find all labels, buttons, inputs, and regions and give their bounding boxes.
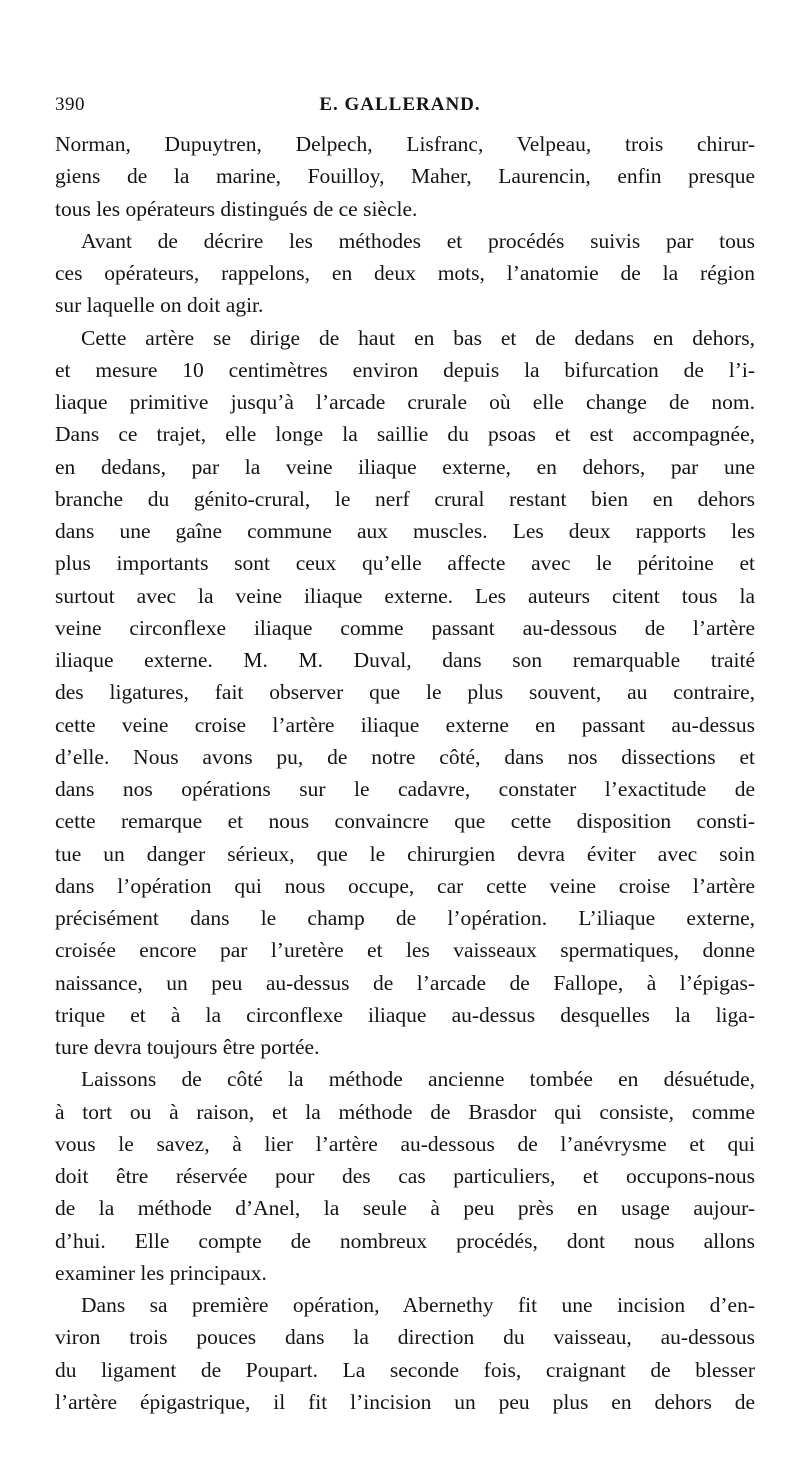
text-line: giens de la marine, Fouilloy, Maher, Laurencin, enfin presque <box>55 164 755 189</box>
text-line: vous le savez, à lier l’artère au-dessous de l’anévrysme et qui <box>55 1131 755 1156</box>
text-line: viron trois pouces dans la direction du vaisseau, au-dessous <box>55 1325 755 1350</box>
body-text <box>55 128 755 1418</box>
text-line: l’artère épigastrique, il fit l’incision un peu plus en dehors de <box>55 1389 755 1414</box>
text-line: trique et à la circonflexe iliaque au-dessus desquelles la liga- <box>55 1002 755 1027</box>
text-line: sur laquelle on doit agir. <box>55 293 264 318</box>
text-line: croisée encore par l’uretère et les vaisseaux spermatiques, donne <box>55 938 755 963</box>
text-line: cette veine croise l’artère iliaque externe en passant au-dessus <box>55 712 755 737</box>
text-line: naissance, un peu au-dessus de l’arcade de Fallope, à l’épigas- <box>55 970 755 995</box>
text-line: Cette artère se dirige de haut en bas et de dedans en dehors, <box>81 325 755 350</box>
text-line: et mesure 10 centimètres environ depuis la bifurcation de l’i- <box>55 357 755 382</box>
text-line: liaque primitive jusqu’à l’arcade crurale où elle change de nom. <box>55 390 755 414</box>
text-line: examiner les principaux. <box>55 1260 267 1285</box>
text-line: veine circonflexe iliaque comme passant au-dessous de l’artère <box>55 615 755 640</box>
text-line: ces opérateurs, rappelons, en deux mots, l’anatomie de la région <box>55 261 755 285</box>
text-line: dans l’opération qui nous occupe, car cette veine croise l’artère <box>55 873 755 898</box>
running-title: E. GALLERAND. <box>319 94 481 115</box>
text-line: ture devra toujours être portée. <box>55 1035 320 1059</box>
text-line: d’elle. Nous avons pu, de notre côté, dans nos dissections et <box>55 744 755 769</box>
text-line: Dans ce trajet, elle longe la saillie du psoas et est accompagnée, <box>55 422 755 447</box>
text-line: surtout avec la veine iliaque externe. Les auteurs citent tous la <box>55 583 755 608</box>
text-line: plus importants sont ceux qu’elle affecte avec le péritoine et <box>55 551 755 576</box>
page-header <box>0 94 800 118</box>
page-number: 390 <box>55 94 85 115</box>
text-line: cette remarque et nous convaincre que cette disposition consti- <box>55 809 755 834</box>
text-line: de la méthode d’Anel, la seule à peu près en usage aujour- <box>55 1196 755 1221</box>
text-line: doit être réservée pour des cas particuliers, et occupons-nous <box>55 1164 755 1188</box>
text-line: iliaque externe. M. M. Duval, dans son remarquable traité <box>55 648 755 672</box>
text-line: à tort ou à raison, et la méthode de Brasdor qui consiste, comme <box>55 1099 755 1124</box>
text-line: en dedans, par la veine iliaque externe, en dehors, par une <box>55 454 755 479</box>
text-line: des ligatures, fait observer que le plus souvent, au contraire, <box>55 680 755 705</box>
text-line: branche du génito-crural, le nerf crural restant bien en dehors <box>55 486 755 511</box>
text-line: d’hui. Elle compte de nombreux procédés, dont nous allons <box>55 1228 755 1253</box>
text-line: tue un danger sérieux, que le chirurgien devra éviter avec soin <box>55 841 755 866</box>
text-line: du ligament de Poupart. La seconde fois, craignant de blesser <box>55 1357 755 1382</box>
text-line: Dans sa première opération, Abernethy fit une incision d’en- <box>81 1293 755 1317</box>
text-line: Avant de décrire les méthodes et procédés suivis par tous <box>81 228 755 253</box>
text-line: tous les opérateurs distingués de ce siècle. <box>55 196 418 221</box>
text-line: dans une gaîne commune aux muscles. Les deux rapports les <box>55 519 755 543</box>
text-line: dans nos opérations sur le cadavre, constater l’exactitude de <box>55 777 755 801</box>
text-line: Laissons de côté la méthode ancienne tombée en désuétude, <box>81 1067 755 1092</box>
text-line: Norman, Dupuytren, Delpech, Lisfranc, Velpeau, trois chirur- <box>55 132 755 156</box>
text-line: précisément dans le champ de l’opération. L’iliaque externe, <box>55 906 755 930</box>
